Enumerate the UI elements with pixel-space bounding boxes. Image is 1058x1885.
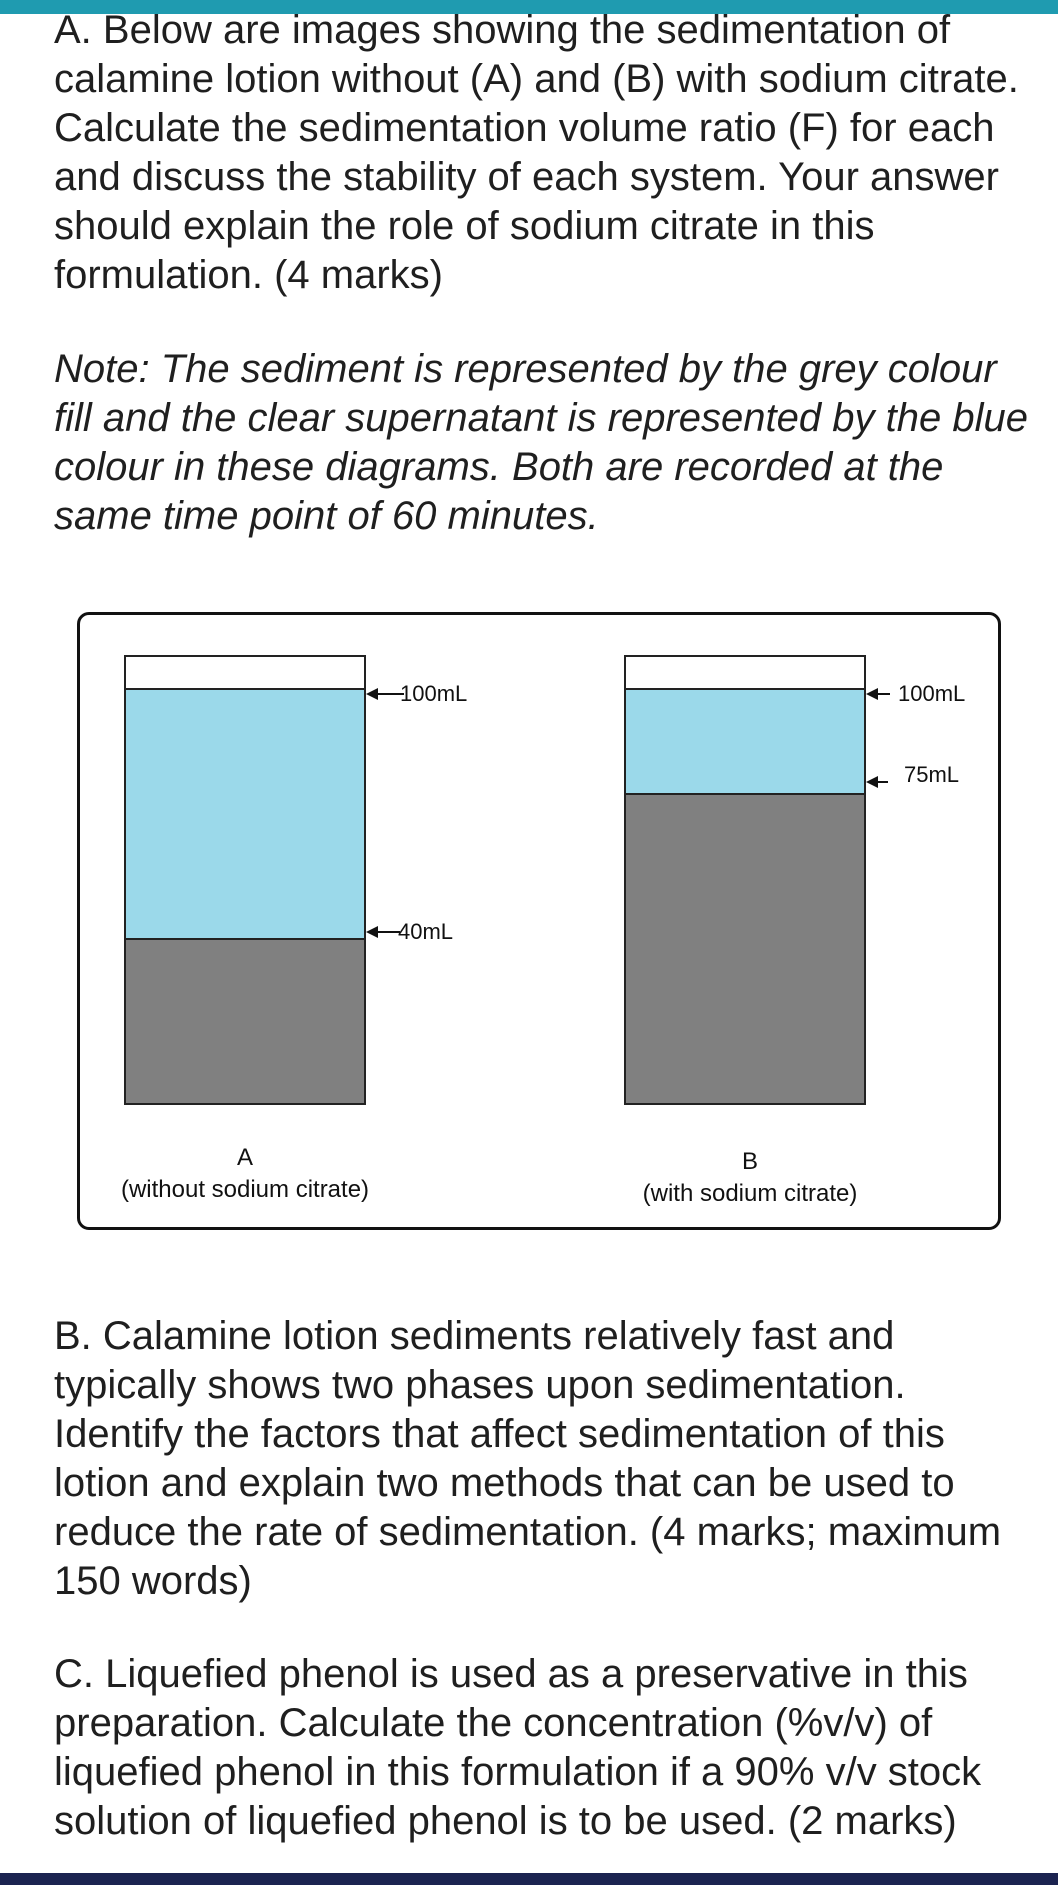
cylinder-b-100ml-arrow: [866, 687, 900, 701]
bottom-accent-bar: [0, 1873, 1058, 1885]
cylinder-a-supernatant: [126, 690, 364, 938]
cylinder-b-supernatant: [626, 690, 864, 793]
cylinder-a-headspace: [126, 657, 364, 690]
cylinder-b-sediment: [626, 793, 864, 1103]
note-text: Note: The sediment is represented by the grey colour fill and the clear supernatant is represented by the blue colour in these diagrams. Both are recorded at the same time point of 60 minutes.: [54, 347, 1028, 538]
cylinder-a-letter: A: [236, 1144, 253, 1171]
cylinder-a-40ml-label: 40mL: [398, 919, 454, 944]
cylinder-b: [624, 655, 866, 1105]
question-c-text: C. Liquefied phenol is used as a preservative in this preparation. Calculate the concentration (%v/v) of liquefied phenol in this formulation if a 90% v/v stock solution of liquefied phenol is to be used. (2 marks): [54, 1652, 982, 1843]
cylinder-b-headspace: [626, 657, 864, 690]
cylinder-b-75ml-arrow: [866, 775, 900, 789]
cylinder-a-sediment: [126, 938, 364, 1103]
cylinder-b-letter: B: [741, 1148, 758, 1175]
cylinder-a: [124, 655, 366, 1105]
sedimentation-figure: [77, 612, 1001, 1230]
cylinder-b-caption: (with sodium citrate): [642, 1180, 858, 1207]
cylinder-a-100ml-label: 100mL: [400, 681, 468, 706]
cylinder-b-100ml-label: 100mL: [898, 681, 966, 706]
question-a-text: A. Below are images showing the sedimentation of calamine lotion without (A) and (B) with sodium citrate. Calculate the sedimentation volume ratio (F) for each and discuss the stability of each system. Your answer should explain the role of sodium citrate in this formulation. (4 marks): [54, 8, 1019, 297]
cylinder-a-caption: (without sodium citrate): [120, 1176, 370, 1203]
question-b-text: B. Calamine lotion sediments relatively fast and typically shows two phases upon sedimentation. Identify the factors that affect sedimentation of this lotion and explain two methods that can be used to reduce the rate of sedimentation. (4 marks; maximum 150 words): [54, 1314, 1002, 1603]
cylinder-b-75ml-label: 75mL: [904, 762, 960, 787]
